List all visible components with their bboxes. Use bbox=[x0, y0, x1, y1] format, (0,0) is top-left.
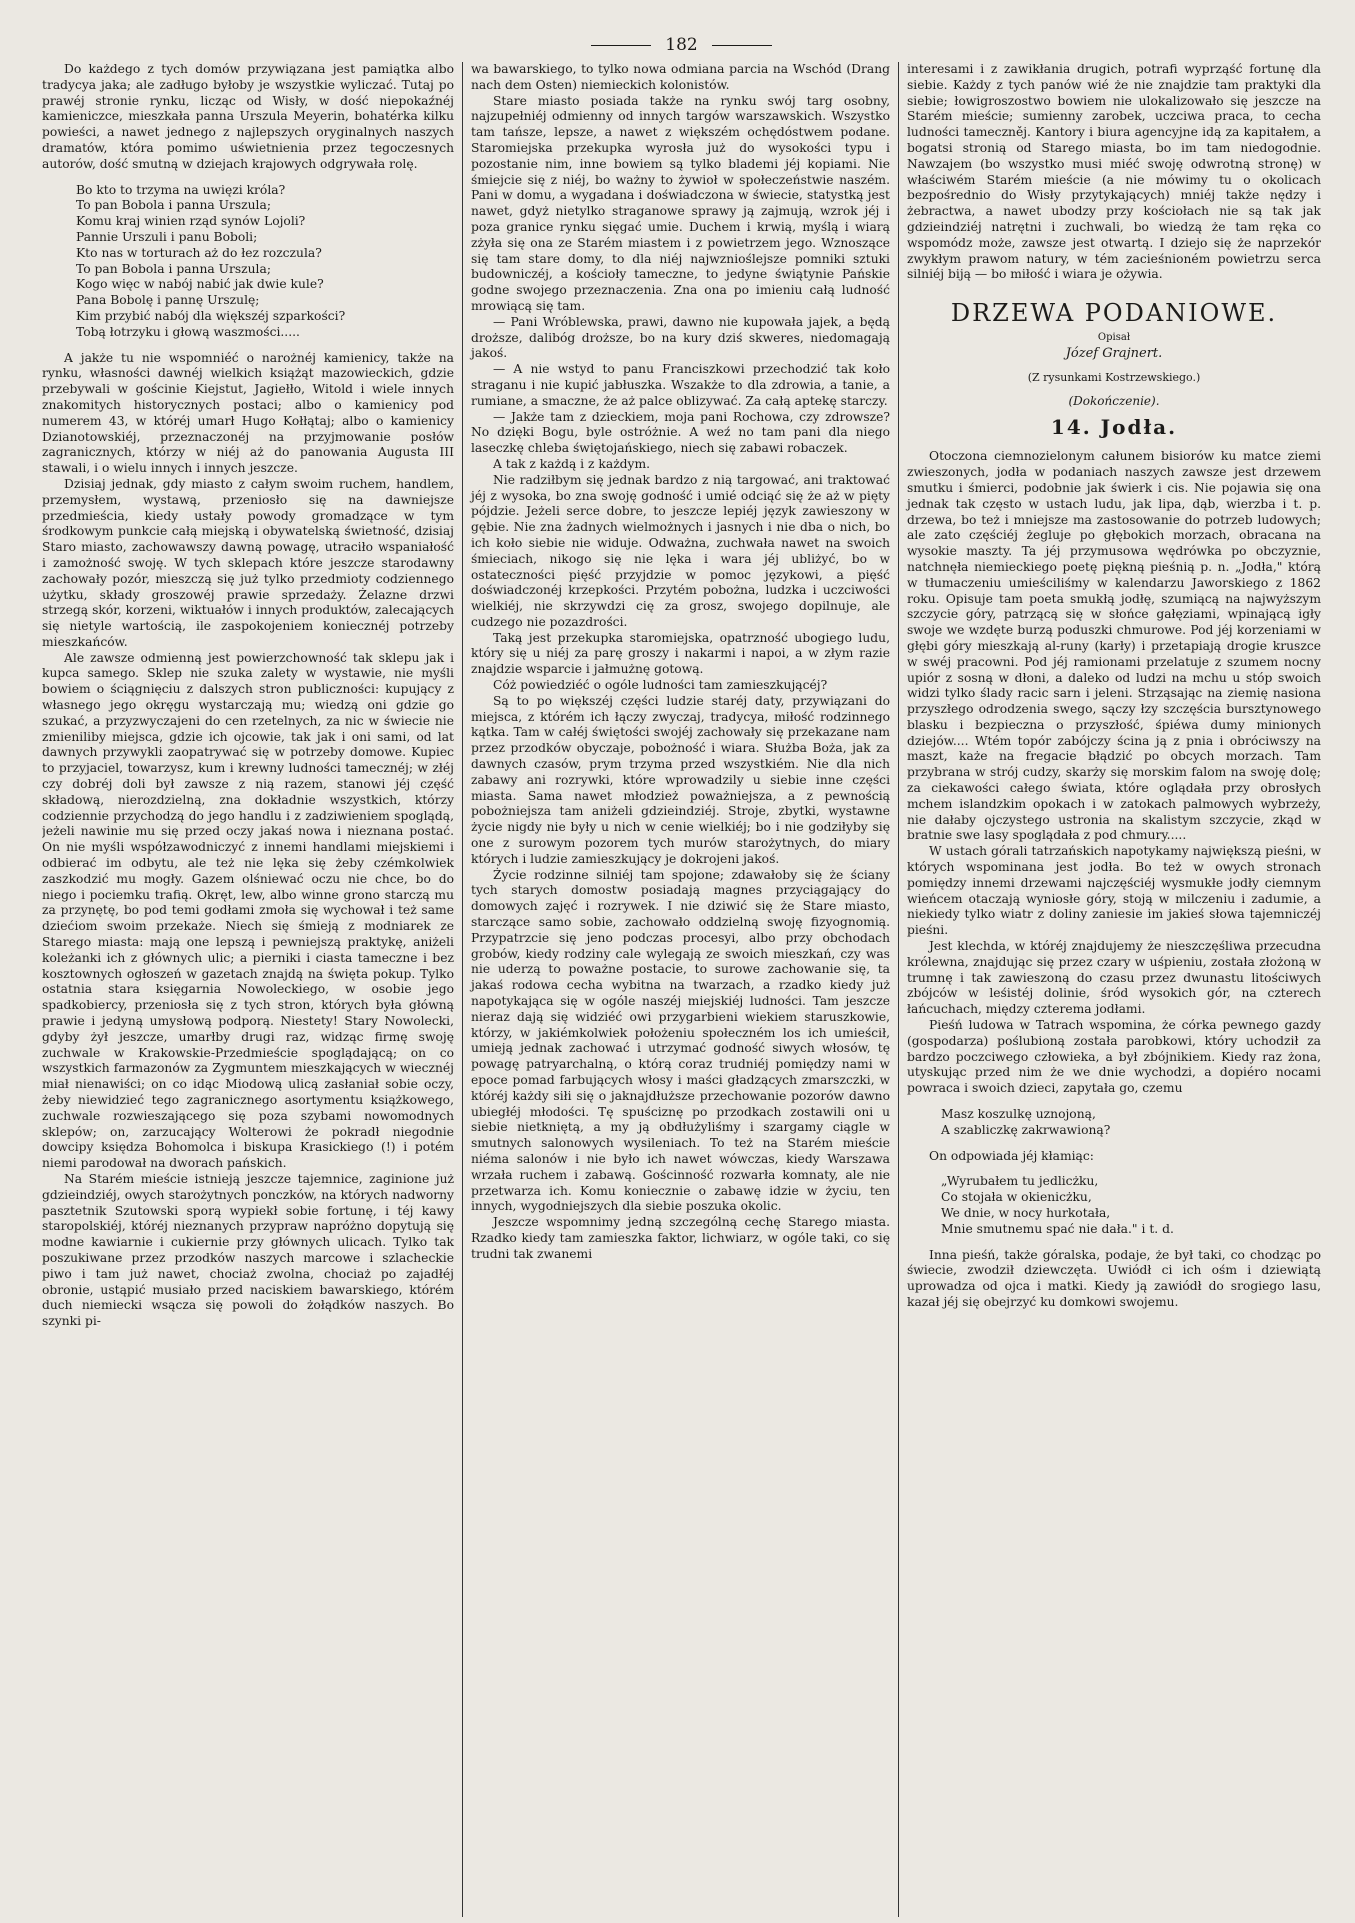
column-2 bbox=[462, 62, 898, 1917]
paragraph: Życie rodzinne silniéj tam spojone; zdawałoby się że ściany tych starych domostw posiadają magnes przyciągający do domowych zajęć i rozrywek. I nie dziwić się że Stare miasto, starczące samo sobie, zachowało oddzielną swoję fizyognomią. Przypatrzcie się jeno podczas procesyi, albo przy obchodach grobów, kiedy rodziny cale wylegają ze swoich mieszkań, czy was nie uderzą to poważne postacie, to surowe zachowanie się, ta jakaś rodowa cecha wybitna na twarzach, a rzadko kiedy już napotykająca się w ogóle naszéj miejskiéj ludności. Tam jeszcze nieraz dają się widziéć owi przygarbieni wiekiem staruszkowie, którzy, w jakiémkolwiek położeniu społeczném los ich umieścił, umieją jednak zachować i utrzymać godność siwych włosów, tę powagę patryarchalną, o którą coraz trudniéj pomiędzy nami w epoce pomad farbujących włosy i maści gładzących zmarszczki, w któréj każdy siłi się o jaknajdłuższe przechowanie pozorów dawno ubiegłéj młodości. Tę spuściznę po przodkach zostawili oni u siebie nietkniętą, a my ją obdłużyliśmy i szargamy ciągle w smutnych salonowych wysileniach. To też na Starém mieście niéma salonów i nie było ich nawet wówczas, kiedy Warszawa wrzała ruchem i zabawą. Gościnność rozwarła komnaty, ale nie przetwarza ich. Komu koniecznie o zabawę idzie w życiu, ten innych, wygodniejszych dla siebie poszuka okolic. bbox=[471, 867, 890, 1214]
section-title: 14. Jodła. bbox=[1050, 414, 1178, 439]
paragraph: Otoczona ciemnozielonym całunem bisiorów ku matce ziemi zwieszonych, jodła w podaniach naszych zawsze jest drzewem smutku i śmierci, podobnie jak świerk i cis. Nie pojawia się ona jednak tak często w ustach ludu, jak lipa, dąb, wierzba i t. p. drzewa, bo też i mniejsze ma zastosowanie do potrzeb ludowych; ale zato częściéj żegluje po głębokich morzach, obracana na wysokie maszty. Ta jéj przymusowa wędrówka po obczyznie, natchnęła niemieckiego poetę piękną pieśnią p. n. „Jodła," którą w tłumaczeniu umieściliśmy w kalendarzu Jaworskiego z 1862 roku. Opisuje tam poeta smukłą jodłę, szumiącą na najwyższym szczycie góry, patrzącą się w słońce gałęziami, wpinającą igły swoje we wzdęte burzą poduszki chmurowe. Pod jéj korzeniami w głębi góry mieszkają al-runy (karły) i przetapiają drogie kruszce w swéj pracowni. Pod jéj ramionami przelatuje z szumem nocny upiór z sosną w dłoni, a daleko od ludzi na mchu u stóp swoich widzi tylko ślady racic sarn i jeleni. Strząsając na ziemię nasiona przyszłego odrodzenia swego, sączy łzy szczęścia bursztynowego blasku i bezpieczna o przyszłość, śpiéwa dumy minionych dziejów.... Wtém topór zabójczy ścina ją z pnia i obróciwszy na maszt, każe na fregacie błądzić po obcych morzach. Tam przybrana w strój cudzy, skarży się morskim falom na swoję dolę; za ciekawości całego świata, które oglądała przy obrosłych mchem islandzkim opokach i w zatokach palmowych wybrzeży, nie dałaby ojczystego ustronia na skalistym szczycie, zkąd w bratnie swe lasy spoglądała z pod chmury..... bbox=[907, 449, 1321, 843]
paragraph: Do każdego z tych domów przywiązana jest pamiątka albo tradycya jaka; ale zadługo byłoby je wszystkie wyliczać. Tutaj po prawéj stronie rynku, licząc od Wisły, w dość niepokaźnéj kamieniczce, mieszkała panna Urszula Meyerin, bohatérka kilku powieści, a nawet jednego z najlepszych oryginalnych naszych dramatów, która pomimo uświetnienia przez tegoczesnych autorów, dość smutną w dziejach krajowych odgrywała rolę. bbox=[42, 62, 454, 171]
paragraph: Jest klechda, w któréj znajdujemy że nieszczęśliwa przecudna królewna, znajdując się przez czary w uśpieniu, została złożoną w trumnę i tak zawieszoną do czasu przez dwunastu litościwych zbójców w leśistéj dolinie, śród wysokich gór, na czterech łańcuchach, między czterema jodłami. bbox=[907, 939, 1321, 1017]
paragraph: wa bawarskiego, to tylko nowa odmiana parcia na Wschód (Drang nach dem Osten) niemieckich kolonistów. bbox=[471, 62, 890, 92]
paragraph: — Pani Wróblewska, prawi, dawno nie kupowała jajek, a będą droższe, dalibóg droższe, bo na kury dziś skweres, niedomagają jakoś. bbox=[471, 314, 890, 361]
paragraph: Stare miasto posiada także na rynku swój targ osobny, najzupełniéj odmienny od innych targów warszawskich. Wszystko tam tańsze, lepsze, a nawet z większém ochędóstwem podane. Staromiejska przekupka wyrosła już do wysokości typu i pozostanie nim, inne bowiem są tylko blademi jéj kopiami. Nie śmiejcie się z niéj, bo ważny to żywioł w społeczeństwie naszém. Pani w domu, a wygadana i doświadczona w świecie, statystką jest nawet, gdyż nietylko straganowe sprawy ją zajmują, wzrok jéj i poza granice rynku sięgać umie. Duchem i krwią, myślą i wiarą zżyła się ona ze Starém miastem i z powietrzem jego. Wznoszące się tam stare domy, to dla niéj najwznioślejsze pomniki sztuki budowniczéj, a kościoły tameczne, to jedyne świątynie Pańskie godne swojego przeznaczenia. Zna ona po imieniu całą ludność mrowiącą się tam. bbox=[471, 93, 890, 313]
paragraph: Na Starém mieście istnieją jeszcze tajemnice, zaginione już gdzieindziéj, owych starożytnych ponczków, na których nadworny pasztetnik Szutowski sporą wypiekł sobie fortunę, i téj kawy staropolskiéj, któréj nieznanych przypraw napróżno dopytują się modne kawiarnie i cukiernie przy głównych ulicach. Tylko tak poszukiwane przez przodków naszych marcowe i szlacheckie piwo i tam już nawet, chociaż zwolna, chociaż po zajadłéj obronie, ustąpić musiało przed naciskiem bawarskiego, którém duch niemiecki wsącza się powoli do żołądków naszych. Bo szynki pi- bbox=[42, 1171, 454, 1329]
paragraph: W ustach górali tatrzańskich napotykamy największą pieśni, w których wspominana jest jodła. Bo też w owych stronach pomiędzy innemi drzewami najczęściéj wysmukłe jodły ciemnym wieńcem otaczają wyniosłe góry, stoją w milczeniu i zadumie, a niekiedy tylko wiatr z doliny zaniesie im jakieś słowa tajemniczéj pieśni. bbox=[907, 844, 1321, 938]
paragraph: Cóż powiedziéć o ogóle ludności tam zamieszkującéj? bbox=[493, 678, 828, 693]
article-title: DRZEWA PODANIOWE. bbox=[950, 299, 1278, 328]
paragraph: A tak z każdą i z każdym. bbox=[493, 456, 651, 471]
paragraph: — A nie wstyd to panu Franciszkowi przechodzić tak koło straganu i nie kupić jabłuszka. Wszakże to dla zdrowia, a tanie, a rumiane, a smaczne, że aż palce oblizywać. Za całą aptekę starczy. bbox=[471, 362, 890, 408]
column-3-bottom bbox=[907, 449, 1321, 1310]
paragraph: Ale zawsze odmienną jest powierzchowność tak sklepu jak i kupca samego. Sklep nie szuka zalety w wystawie, nie myśli bowiem o ściągnięciu z dalszych stron publiczności: kupujący z własnego jego okręgu wystarczają mu; wiedzą oni gdzie go szukać, a przyzwyczajeni do cen rzetelnych, za nic w świecie nie zmieniliby miejsca, gdzie ich ojcowie, tak jak i oni sami, od lat dawnych przywykli zaopatrywać się w potrzeby domowe. Kupiec to przyjaciel, towarzysz, kum i krewny ludności tamecznéj; w złéj czy dobréj doli był zawsze z nią razem, stanowi jéj część składową, nierozdzielną, zna dokładnie wszystkich, którzy codziennie przychodzą do jego handlu i z zadziwieniem spoglądą, jeżeli nawinie mu się przed oczy jakaś nowa i nieznana postać. On nie myśli współzawodniczyć z innemi handlami miejskiemi i odbierać im odbytu, ale też nie lęka się żeby czémkolwiek zaszkodzić mu mogły. Gazem olśniewać oczu nie chce, bo do niego i pociemku trafią. Okręt, lew, albo winne grono starczą mu za przynętę, bo pod temi godłami zmoła się wychował i też same dziećiom swoim przekaże. Niech się śmieją z modniarek ze Starego miasta: mają one lepszą i pewniejszą praktykę, aniżeli koleżanki ich z głównych ulic; a pierniki i ciasta tameczne i bez kosztownych ogłoszeń w gazetach znajdą na święta pokup. Tylko ostatnia stara księgarnia Nowoleckiego, w osobie jego spadkobiercy, przeniosła się z tych stron, których była główną prawie i jedyną umysłową podporą. Niestety! Stary Nowolecki, gdyby żył jeszcze, umarłby drugi raz, widząc firmę swoję zuchwale w Krakowskie-Przedmieście spoglądającą; on co wszystkich farmazonów za Zygmuntem mieszkających w wiecznéj miał nienawiści; on co idąc Miodową ulicą zasłaniał sobie oczy, żeby niewidzieć tego zagranicznego asortymentu książkowego, zuchwale rozwieszającego się poza szybami nowomodnych sklepów; on, zarzucający Wolterowi że pokradł niegodnie dowcipy księdza Bohomolca i biskupa Krasickiego (!) i potém niemi parodował na dworach pańskich. bbox=[42, 650, 454, 1171]
page-number: 182 bbox=[665, 35, 698, 55]
header-rule-left bbox=[591, 45, 651, 46]
article-author: Józef Grajnert. bbox=[1065, 346, 1163, 362]
verse: Masz koszulkę uznojoną, A szabliczkę zakrwawioną? bbox=[941, 1107, 1111, 1137]
article-conclusion: (Dokończenie). bbox=[1068, 393, 1160, 408]
verse: „Wyrubałem tu jedlicżku, Co stojała w okienicżku, We dnie, w nocy hurkotała, Mnie smutnemu spać nie dała." i t. d. bbox=[941, 1174, 1174, 1236]
paragraph: Inna pieśń, także góralska, podaje, że był taki, co chodząc po świecie, zwodził dziewczęta. Uwiódł ci ich ośm i dziewiątą uprowadza od ojca i matki. Kiedy ją zawiódł do srogiego lasu, kazał jéj się obejrzyć ku domkowi swojemu. bbox=[907, 1247, 1321, 1309]
text-columns bbox=[42, 62, 1321, 1917]
article-note: (Z rysunkami Kostrzewskiego.) bbox=[1027, 370, 1201, 384]
article-byline: Opisał bbox=[1097, 332, 1131, 344]
paragraph: Dzisiaj jednak, gdy miasto z całym swoim ruchem, handlem, przemysłem, wystawą, przeniosło się na dawniejsze przedmieścia, kiedy ustały powody gromadzące w tym środkowym punkcie całą miejską i obywatelską świetność, dzisiaj Staro miasto, zachowawszy dawną powagę, utraciło wspaniałość i zamożność swoję. W tych sklepach które jeszcze starodawny zachowały pozór, mieszczą się już tylko przedmioty codziennego użytku, składy groszowéj prawie sprzedaży. Żelazne drzwi strzegą skór, korzeni, wiktuałów i innych produktów, zalecających się nietyle wartością, ile zaspokojeniem koniecznéj potrzeby mieszkańców. bbox=[42, 476, 454, 649]
header-rule-right bbox=[712, 45, 772, 46]
paragraph: Pieśń ludowa w Tatrach wspomina, że córka pewnego gazdy (gospodarza) poślubioną została parobkowi, który uchodził za bardzo poczciwego człowieka, a był zbójnikiem. Kiedy raz żona, utyskując przed nim że we dnie wychodzi, a dopiéro nocami powraca i swoich dzieci, zapytała go, czemu bbox=[907, 1018, 1321, 1096]
column-1 bbox=[42, 62, 462, 1917]
paragraph: Jeszcze wspomnimy jedną szczególną cechę Starego miasta. Rzadko kiedy tam zamieszka faktor, lichwiarz, w ogóle taki, co się trudni tak zwanemi bbox=[471, 1215, 890, 1261]
paragraph: interesami i z zawikłania drugich, potrafi wyprząść fortunę dla siebie. Każdy z tych panów wié że nie znajdzie tam praktyki dla siebie; łowigroszostwo bowiem nie ulokalizowało się jeszcze na Starém mieście; sumienny zarobek, uczciwa praca, to cecha ludności tameczněj. Kantory i biura agencyjne idą za kapitałem, a bogatsi stronią od Starego miasta, bo im tam niedogodnie. Nawzajem (bo wszystko musi miéć swoję odwrotną stronę) w właściwém Starém mieście (a nie mówimy tu o okolicach bezpośrednio do Wisły przytykających) mniéj także nędzy i żebractwa, a nawet ubodzy przy kościołach nie są tak jak gdzieindziéj natrętni i zuchwali, bo wiedzą że tam ręka co wspomódz może, zawsze jest otwartą. I dziejo się że naprzekór zwykłym prawom natury, w tém zacieśnioném powietrzu serca silniéj biją — bo miłość i wiara je ożywia. bbox=[907, 62, 1321, 282]
paragraph: Taką jest przekupka staromiejska, opatrzność ubogiego ludu, który się u niéj za parę groszy i nakarmi i napoi, a w złym razie znajdzie wsparcie i jałmużnę gotową. bbox=[471, 630, 890, 677]
paragraph: — Jakże tam z dzieckiem, moja pani Rochowa, czy zdrowsze? No dzięki Bogu, byle ostróżnie. A weź no tam pani dla niego laseczkę chleba świętojańskiego, niech się zabawi robaczek. bbox=[471, 409, 890, 456]
paragraph: On odpowiada jéj kłamiąc: bbox=[929, 1148, 1094, 1163]
paragraph: Są to po większéj części ludzie staréj daty, przywiązani do miejsca, z którém ich łączy zwyczaj, tradycya, miłość rodzinnego kątka. Tam w całéj świętości swojéj zachowały się przekazane nam przez przodków obyczaje, pobożność i wiara. Służba Boża, jak za dawnych czasów, prym trzyma przed wszystkiém. Nie dla nich zabawy ani rozrywki, które wprowadzily u siebie inne części miasta. Sama nawet młodzież poważniejsza, a z pewnością pobożniejsza tam aniżeli gdzieindziéj. Stroje, zbytki, wystawne życie nigdy nie były u nich w cenie wielkiéj; bo i nie godziłyby się one z surowym pozorem tych murów starożytnych, do miary których i ludzie zamieszkujący je dokrojeni jakoś. bbox=[471, 693, 890, 866]
article-header bbox=[907, 299, 1321, 439]
paragraph: Nie radziłbym się jednak bardzo z nią targować, ani traktować jéj z wysoka, bo zna swoję godność i umié odciąć się że aż w pięty pójdzie. Jeżeli serce dobre, to jeszcze lepiéj język zawieszony w gębie. Nie zna żadnych wielmożnych i jasnych i nie dba o nich, bo ich koło siebie nie widuje. Odważna, zuchwała nawet na swoich śmieciach, nikogo się nie lęka i wara jéj ubliżyć, bo w ostateczności pięść przyjdzie w pomoc językowi, a pięść doświadczonéj krzepkości. Przytém pobożna, ludzka i uczciwości wielkiéj, nie skrzywdzi cię za grosz, swojego dopilnuje, ale cudzego nie pozazdrości. bbox=[471, 472, 890, 629]
paragraph: A jakże tu nie wspomniéć o narożnéj kamienicy, także na rynku, własności dawnéj wielkich książąt mazowieckich, gdzie przebywali w gościnie Kiejstut, Jagiełło, Witold i wiele innych znakomitych historycznych postaci; albo o kamienicy pod numerem 43, w któréj umarł Hugo Kołłątaj; albo o kamienicy Dzianotowskiéj, przeznaczonéj na przyjmowanie posłów zagranicznych, którzy w niéj aż do panowania Augusta III stawali, i o wielu innych i innych jeszcze. bbox=[42, 350, 454, 476]
column-3-top bbox=[907, 62, 1321, 283]
column-3 bbox=[898, 62, 1321, 1917]
verse: Bo kto to trzyma na uwięzi króla? To pan Bobola i panna Urszula; Komu kraj winien rząd synów Lojoli? Pannie Urszuli i panu Boboli; Kto nas w torturach aż do łez rozczula? To pan Bobola i panna Urszula; Kogo więc w nabój nabić jak dwie kule? Pana Bobolę i pannę Urszulę; Kim przybić nabój dla większéj szparkości? Tobą łotrzyku i głową waszmości..... bbox=[76, 182, 346, 339]
page-header bbox=[42, 28, 1321, 62]
